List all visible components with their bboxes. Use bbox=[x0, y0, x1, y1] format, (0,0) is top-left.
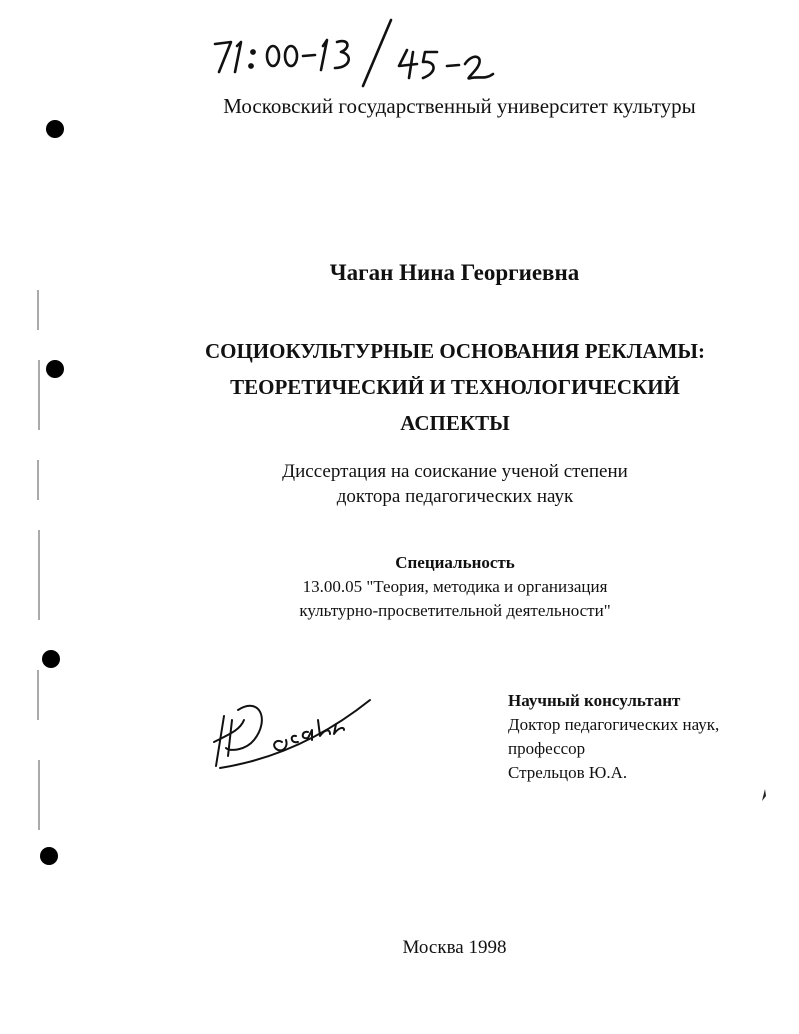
title-line: ТЕОРЕТИЧЕСКИЙ И ТЕХНОЛОГИЧЕСКИЙ bbox=[230, 375, 680, 399]
city-year: Москва 1998 bbox=[402, 937, 507, 958]
scan-edge-artifact bbox=[36, 290, 42, 850]
degree-line: доктора педагогических наук bbox=[336, 486, 574, 507]
punch-hole bbox=[46, 360, 64, 378]
title-line: СОЦИОКУЛЬТУРНЫЕ ОСНОВАНИЯ РЕКЛАМЫ: bbox=[204, 339, 706, 363]
speciality-line: 13.00.05 "Теория, методика и организация bbox=[302, 577, 608, 596]
handwritten-archive-code bbox=[203, 16, 503, 88]
speciality-block bbox=[150, 551, 760, 623]
consultant-line: Стрельцов Ю.А. bbox=[508, 763, 628, 782]
punch-hole bbox=[46, 120, 64, 138]
degree-line: Диссертация на соискание ученой степени bbox=[282, 461, 628, 482]
author-name: Чаган Нина Георгиевна bbox=[329, 260, 580, 285]
speciality-heading: Специальность bbox=[395, 553, 515, 572]
consultant-heading: Научный консультант bbox=[508, 691, 681, 710]
author-signature bbox=[210, 690, 380, 780]
scientific-consultant bbox=[508, 689, 788, 785]
title-line: АСПЕКТЫ bbox=[400, 411, 510, 435]
speciality-line: культурно-просветительной деятельности" bbox=[299, 601, 611, 620]
punch-hole bbox=[40, 847, 58, 865]
degree-statement bbox=[150, 459, 760, 509]
dissertation-title bbox=[150, 333, 760, 441]
university-name: Московский государственный университет культуры bbox=[223, 94, 696, 118]
punch-hole bbox=[42, 650, 60, 668]
consultant-line: профессор bbox=[508, 739, 586, 758]
scan-mark bbox=[760, 788, 768, 802]
consultant-line: Доктор педагогических наук, bbox=[508, 715, 720, 734]
